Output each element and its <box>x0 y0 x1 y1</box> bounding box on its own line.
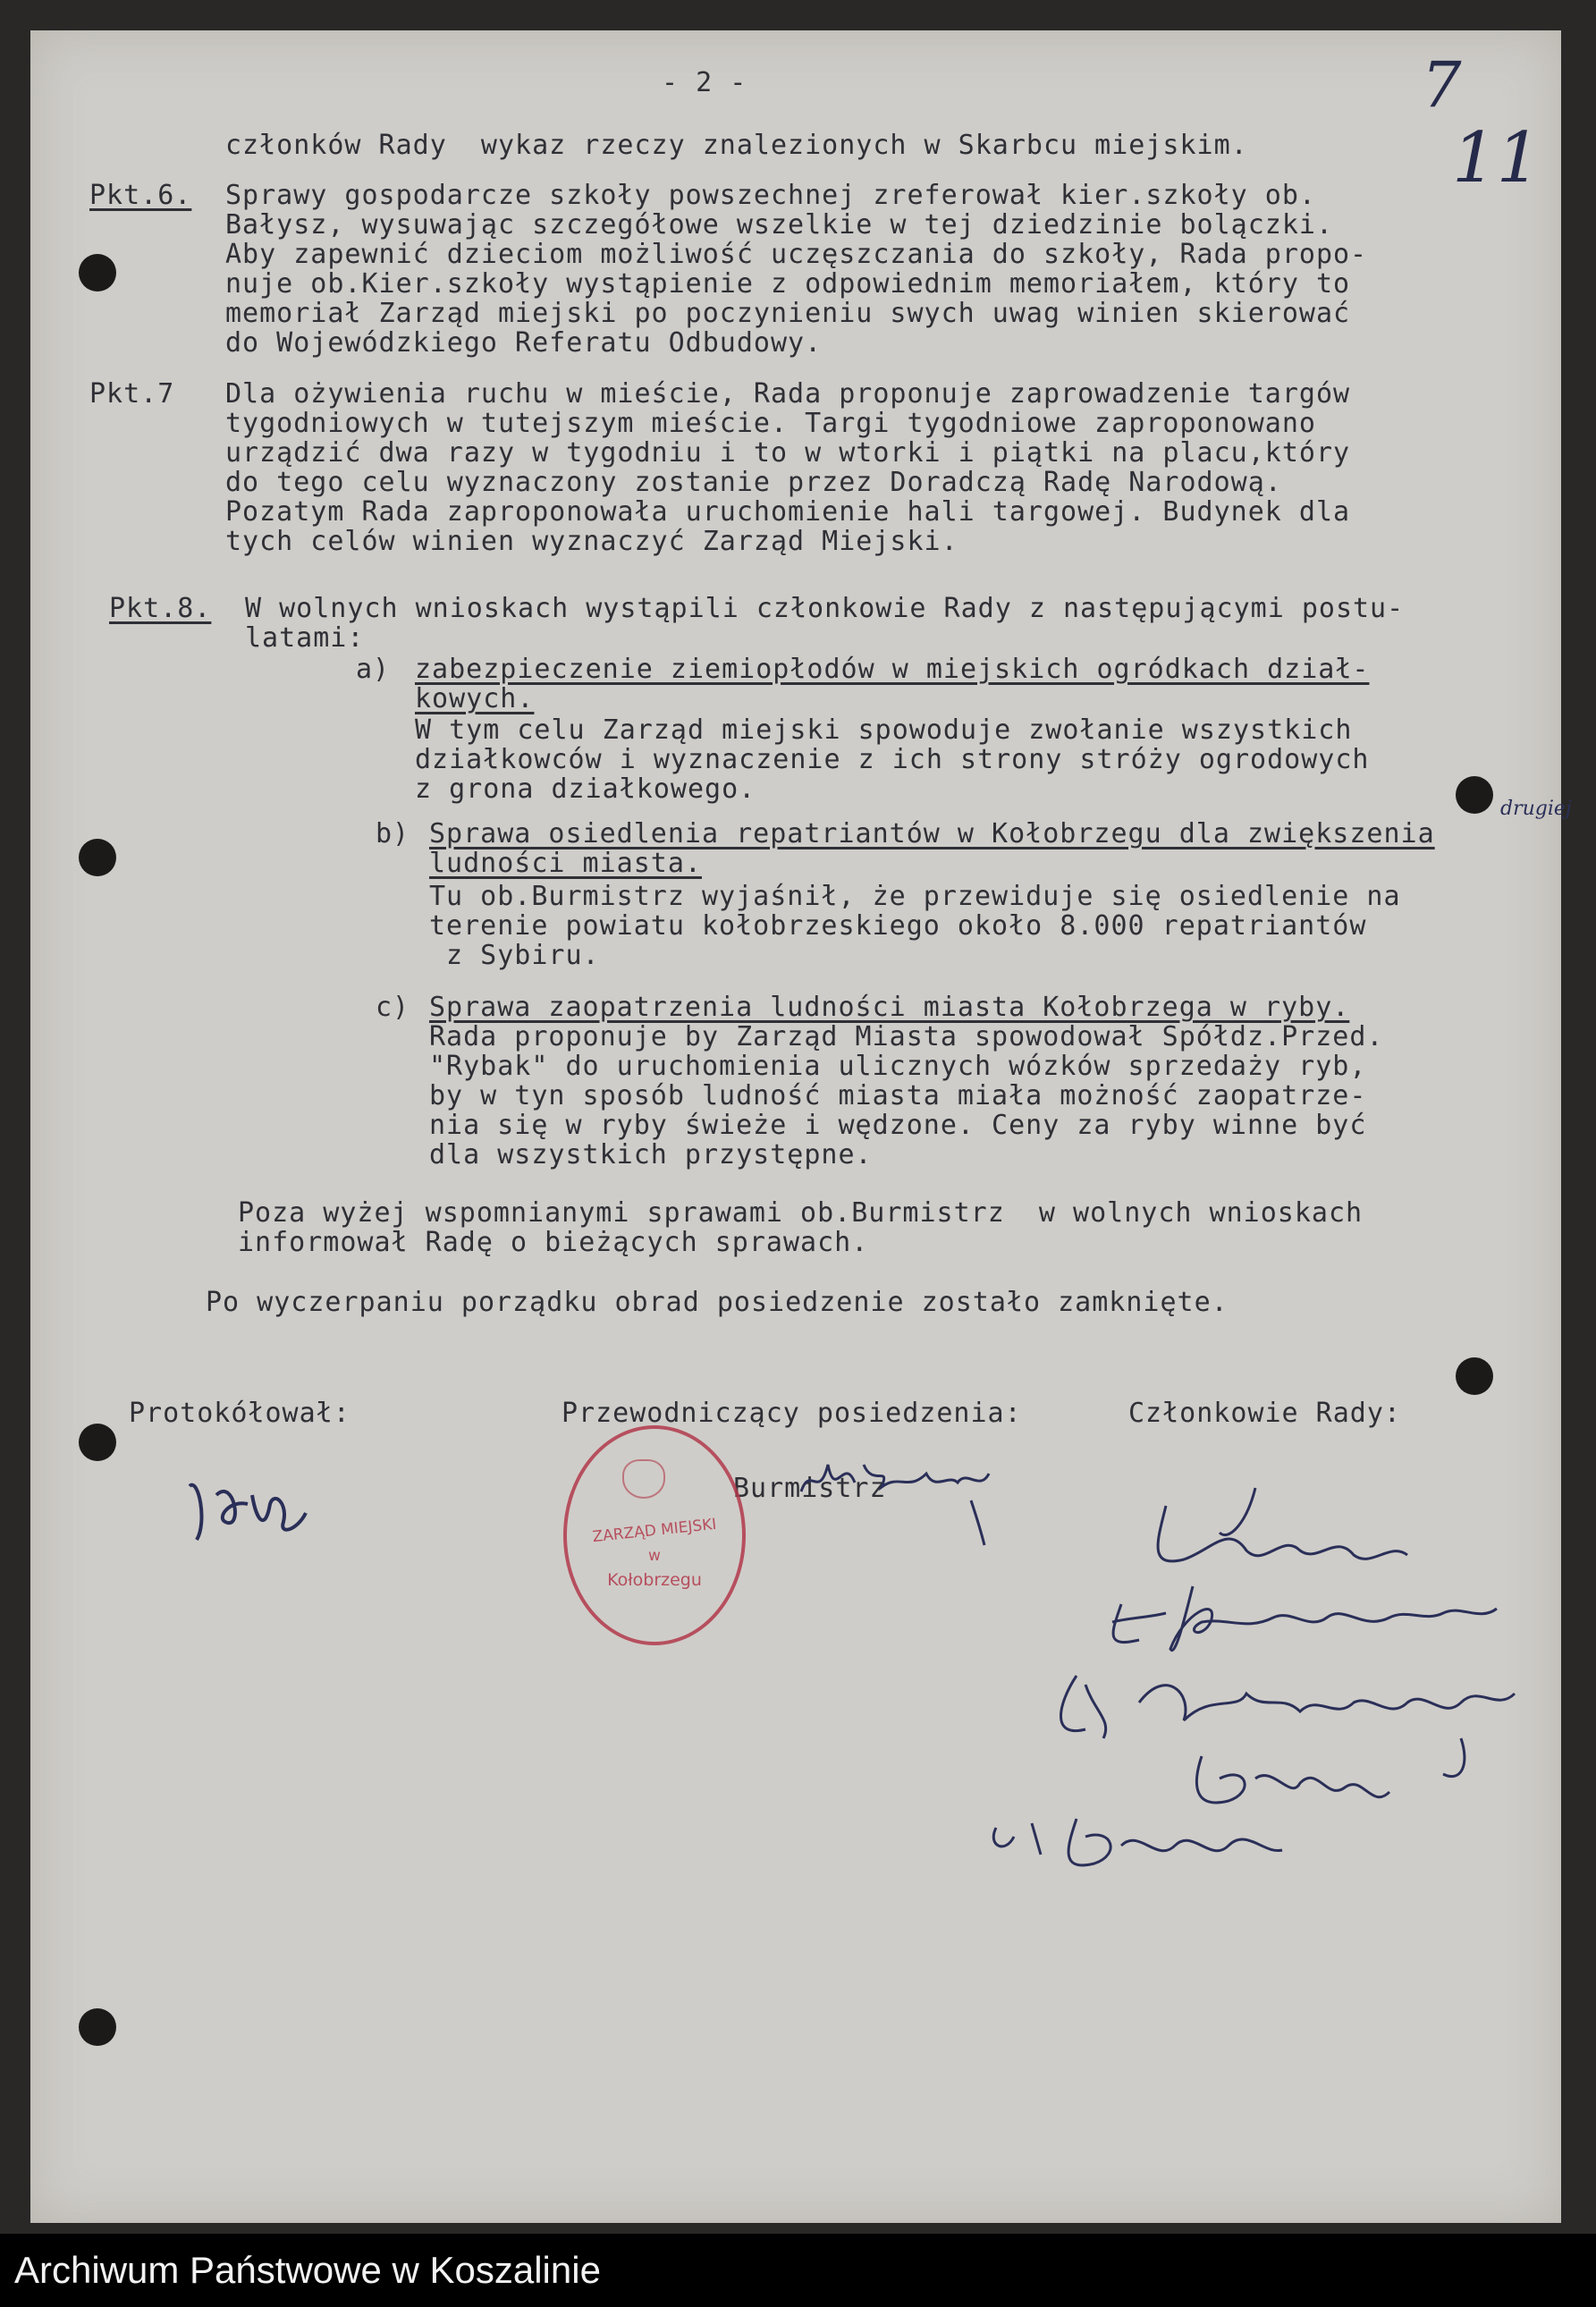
stamp-text: ZARZĄD MIEJSKI <box>591 1515 718 1547</box>
body-line: tych celów winien wyznaczyć Zarząd Miejski. <box>225 526 958 557</box>
item-body-line: W tym celu Zarząd miejski spowoduje zwołanie wszystkich <box>415 714 1353 746</box>
body-line: Bałysz, wysuwając szczegółowe wszelkie w tej dziedzinie bolączki. <box>225 209 1333 241</box>
closing-line: informował Radę o bieżących sprawach. <box>238 1227 869 1258</box>
archive-name: Archiwum Państwowe w Koszalinie <box>14 2249 601 2291</box>
item-heading: kowych. <box>415 683 535 714</box>
body-line: nuje ob.Kier.szkoły wystąpienie z odpowiednim memoriałem, który to <box>225 268 1351 300</box>
item-body-line: działkowców i wyznaczenie z ich strony stróży ogrodowych <box>415 744 1370 775</box>
item-body-line: z grona działkowego. <box>415 773 756 805</box>
punch-hole <box>79 254 116 292</box>
folio-number-2: 11 <box>1452 118 1541 199</box>
item-marker: a) <box>356 654 391 685</box>
stamp-text: w <box>648 1547 661 1565</box>
item-body-line: nia się w ryby świeże i wędzone. Ceny za ryby winne być <box>429 1110 1367 1141</box>
official-stamp <box>563 1425 746 1645</box>
point-label: Pkt.7 <box>89 378 175 410</box>
body-line: Sprawy gospodarcze szkoły powszechnej zreferował kier.szkoły ob. <box>225 180 1316 211</box>
punch-hole <box>79 1424 116 1461</box>
punch-hole <box>1456 1357 1493 1395</box>
punch-hole <box>79 2008 116 2046</box>
item-body-line: "Rybak" do uruchomienia ulicznych wózków sprzedaży ryb, <box>429 1051 1367 1082</box>
stamp-text: Kołobrzegu <box>607 1570 702 1590</box>
body-line: do Wojewódzkiego Referatu Odbudowy. <box>225 327 823 359</box>
item-body-line: dla wszystkich przystępne. <box>429 1139 873 1170</box>
archive-footer <box>0 2234 1596 2307</box>
item-heading: Sprawa zaopatrzenia ludności miasta Kołobrzega w ryby. <box>429 992 1350 1023</box>
body-line: do tego celu wyznaczony zostanie przez Doradczą Radę Narodową. <box>225 467 1282 498</box>
point-label: Pkt.6. <box>89 180 192 211</box>
final-line: Po wyczerpaniu porządku obrad posiedzenie zostało zamknięte. <box>206 1287 1229 1318</box>
item-body-line: Tu ob.Burmistrz wyjaśnił, że przewiduje się osiedlenie na <box>429 881 1401 912</box>
item-heading: zabezpieczenie ziemiopłodów w miejskich ogródkach dział- <box>415 654 1370 685</box>
margin-note: drugiej <box>1500 798 1572 820</box>
chair-title: Burmistrz <box>733 1473 887 1504</box>
point-label: Pkt.8. <box>109 593 212 624</box>
body-line: tygodniowych w tutejszym mieście. Targi tygodniowe zaproponowano <box>225 408 1316 439</box>
chair-label: Przewodniczący posiedzenia: <box>562 1398 1022 1429</box>
item-heading: ludności miasta. <box>429 848 702 879</box>
body-line: Aby zapewnić dzieciom możliwość uczęszczania do szkoły, Rada propo- <box>225 239 1368 270</box>
folio-number: 7 <box>1422 48 1462 122</box>
protocol-label: Protokółował: <box>129 1398 350 1429</box>
body-line: latami: <box>245 622 365 654</box>
item-body-line: z Sybiru. <box>429 940 600 971</box>
body-line: Dla ożywienia ruchu w mieście, Rada proponuje zaprowadzenie targów <box>225 378 1351 410</box>
body-line: urządzić dwa razy w tygodniu i to w wtorki i piątki na placu,który <box>225 437 1351 469</box>
stamp-emblem <box>622 1459 665 1499</box>
members-label: Członkowie Rady: <box>1128 1398 1401 1429</box>
punch-hole <box>79 839 116 876</box>
item-body-line: terenie powiatu kołobrzeskiego około 8.000 repatriantów <box>429 910 1367 942</box>
item-body-line: Rada proponuje by Zarząd Miasta spowodował Spółdz.Przed. <box>429 1021 1384 1052</box>
item-marker: b) <box>376 818 410 849</box>
item-marker: c) <box>376 992 410 1023</box>
document-page <box>30 30 1572 2223</box>
body-line: memoriał Zarząd miejski po poczynieniu swych uwag winien skierować <box>225 298 1351 329</box>
intro-line: członków Rady wykaz rzeczy znalezionych w Skarbcu miejskim. <box>225 130 1248 161</box>
body-line: W wolnych wnioskach wystąpili członkowie Rady z następującymi postu- <box>245 593 1405 624</box>
item-body-line: by w tyn sposób ludność miasta miała możność zaopatrze- <box>429 1080 1367 1111</box>
punch-hole <box>1456 776 1493 814</box>
page-number: - 2 - <box>662 67 747 98</box>
closing-line: Poza wyżej wspomnianymi sprawami ob.Burmistrz w wolnych wnioskach <box>238 1197 1364 1229</box>
body-line: Pozatym Rada zaproponowała uruchomienie hali targowej. Budynek dla <box>225 496 1351 528</box>
item-heading: Sprawa osiedlenia repatriantów w Kołobrzegu dla zwiększenia <box>429 818 1435 849</box>
